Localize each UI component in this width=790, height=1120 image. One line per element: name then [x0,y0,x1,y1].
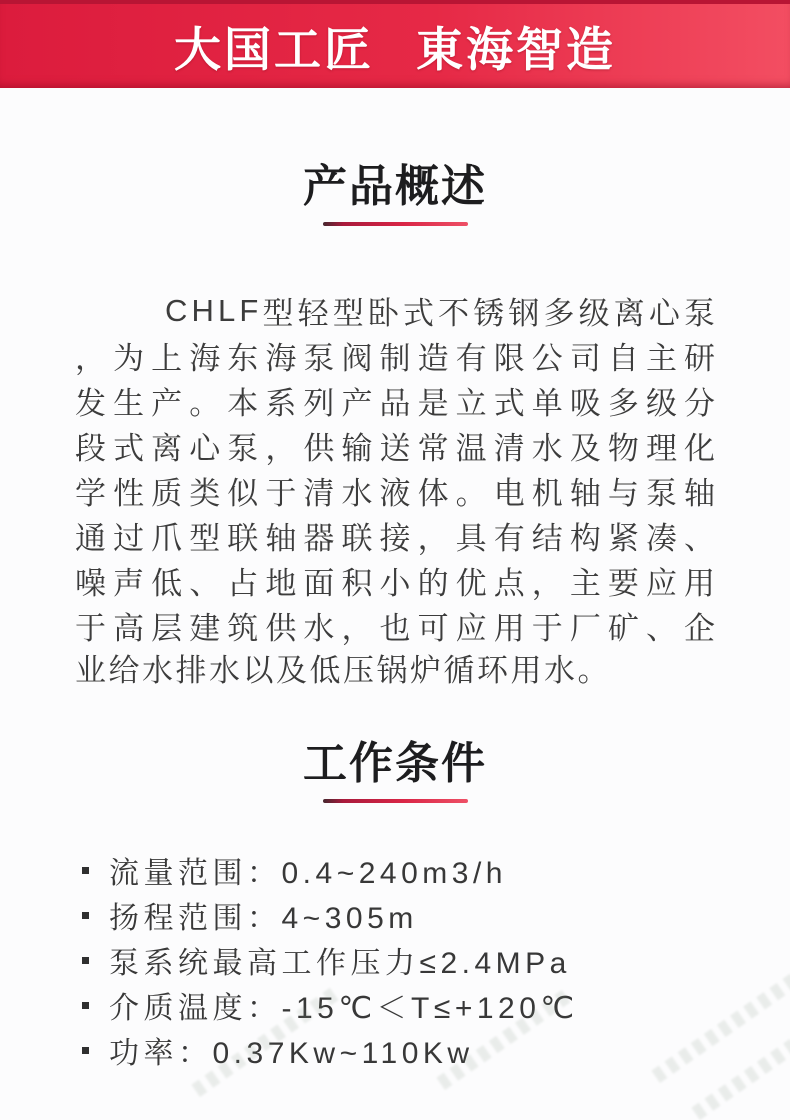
paragraph-line: ， 为 上 海 东 海 泵 阀 制 造 有 限 公 司 自 主 研 [75,341,715,376]
paragraph-line: 噪 声 低 、 占 地 面 积 小 的 优 点 ， 主 要 应 用 [75,566,715,601]
condition-item [82,847,790,892]
overview-section [0,160,790,693]
condition-text: 功率：0.37Kw~110Kw [109,1036,474,1070]
condition-item [82,1027,790,1072]
conditions-section [0,737,790,1072]
overview-title-underline [323,222,468,226]
paragraph-line: 于 高 层 建 筑 供 水 ， 也 可 应 用 于 厂 矿 、 企 [75,611,715,646]
condition-text: 介质温度：-15℃＜T≤+120℃ [109,991,579,1025]
bullet-icon [82,867,89,874]
paragraph-line: 发 生 产 。 本 系 列 产 品 是 立 式 单 吸 多 级 分 [75,386,715,421]
banner-title: 大国工匠 東海智造 [173,22,617,76]
paragraph-line: 学 性 质 类 似 于 清 水 液 体 。 电 机 轴 与 泵 轴 [75,476,715,511]
condition-item [82,937,790,982]
overview-paragraph [75,288,715,693]
overview-title: 产品概述 [303,162,487,211]
paragraph-line: 通 过 爪 型 联 轴 器 联 接 ， 具 有 结 构 紧 凑 、 [75,521,715,556]
condition-text: 流量范围：0.4~240m3/h [109,856,507,890]
condition-text: 泵系统最高工作压力≤2.4MPa [109,946,571,980]
conditions-title-underline [323,799,468,803]
paragraph-line: 业给水排水以及低压锅炉循环用水。 [75,653,611,688]
top-banner [0,0,790,88]
conditions-title: 工作条件 [303,739,487,788]
paragraph-line: 段 式 离 心 泵 ， 供 输 送 常 温 清 水 及 物 理 化 [75,431,715,466]
paragraph-line: C H L F 型 轻 型 卧 式 不 锈 钢 多 级 离 心 泵 [165,292,715,331]
condition-item [82,982,790,1027]
condition-text: 扬程范围：4~305m [109,901,418,935]
bullet-icon [82,1047,89,1054]
conditions-list [0,847,790,1072]
bullet-icon [82,1002,89,1009]
bullet-icon [82,957,89,964]
condition-item [82,892,790,937]
bullet-icon [82,912,89,919]
